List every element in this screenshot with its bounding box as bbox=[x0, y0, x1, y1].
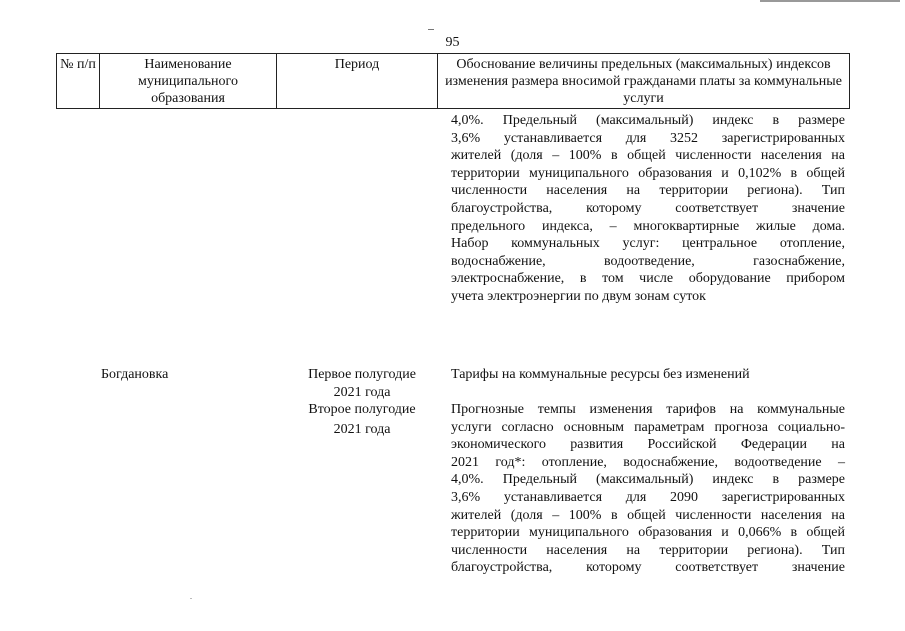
text-line: услуги согласно основным параметрам прогноза социально- bbox=[451, 419, 845, 435]
scan-artifact bbox=[190, 598, 192, 599]
text-line: 2021 год*: отопление, водоснабжение, водоотведение – bbox=[451, 454, 845, 470]
page-number: 95 bbox=[445, 35, 460, 50]
text-line: территории муниципального образования и 0,066% в общей bbox=[451, 525, 845, 541]
scan-artifact bbox=[428, 29, 434, 30]
text-line: благоустройства, которому соответствует значение bbox=[451, 560, 845, 576]
text-line: 4,0%. Предельный (максимальный) индекс в размере bbox=[451, 472, 845, 488]
period-first-half bbox=[290, 366, 434, 401]
period-line: 2021 года bbox=[333, 421, 391, 437]
text-line: жителей (доля – 100% в общей численности населения на bbox=[451, 148, 845, 164]
table-header bbox=[56, 53, 850, 109]
text-line: водоснабжение, водоотведение, газоснабжение, bbox=[451, 253, 845, 269]
text-line: численности населения на территории региона). Тип bbox=[451, 183, 845, 199]
header-justification: Обоснование величины предельных (максимальных) индексов изменения размера вносимой гражданами платы за коммунальные услуги bbox=[438, 54, 850, 109]
text-line: жителей (доля – 100% в общей численности населения на bbox=[451, 507, 845, 523]
justification-second bbox=[451, 401, 845, 577]
period-line: Первое полугодие bbox=[308, 367, 416, 382]
period-line: 2021 года bbox=[333, 384, 391, 400]
text-line: учета электроэнергии по двум зонам суток bbox=[451, 288, 706, 304]
header-name: Наименование муниципального образования bbox=[100, 54, 277, 109]
justification-first: Тарифы на коммунальные ресурсы без изменений bbox=[451, 367, 750, 382]
text-line: Набор коммунальных услуг: центральное отопление, bbox=[451, 236, 845, 252]
period-line: Второе полугодие bbox=[308, 402, 416, 417]
text-line: территории муниципального образования и 0,102% в общей bbox=[451, 165, 845, 181]
text-line: 4,0%. Предельный (максимальный) индекс в размере bbox=[451, 113, 845, 128]
text-line: 3,6% устанавливается для 2090 зарегистрированных bbox=[451, 489, 845, 505]
text-line: предельного индекса, – многоквартирные жилые дома. bbox=[451, 218, 845, 234]
text-line: благоустройства, которому соответствует значение bbox=[451, 200, 845, 216]
header-period: Период bbox=[277, 54, 438, 109]
header-num: № п/п bbox=[57, 54, 100, 109]
text-line: Прогнозные темпы изменения тарифов на коммунальные bbox=[451, 402, 845, 417]
text-line: 3,6% устанавливается для 3252 зарегистрированных bbox=[451, 130, 845, 146]
scan-artifact bbox=[760, 0, 900, 2]
text-line: экономического развития Российской Федерации на bbox=[451, 437, 845, 453]
text-line: электроснабжение, в том числе оборудование прибором bbox=[451, 271, 845, 287]
continuation-justification bbox=[451, 112, 845, 306]
municipality-name: Богдановка bbox=[101, 367, 169, 382]
text-line: численности населения на территории региона). Тип bbox=[451, 542, 845, 558]
period-second-half bbox=[290, 401, 434, 438]
